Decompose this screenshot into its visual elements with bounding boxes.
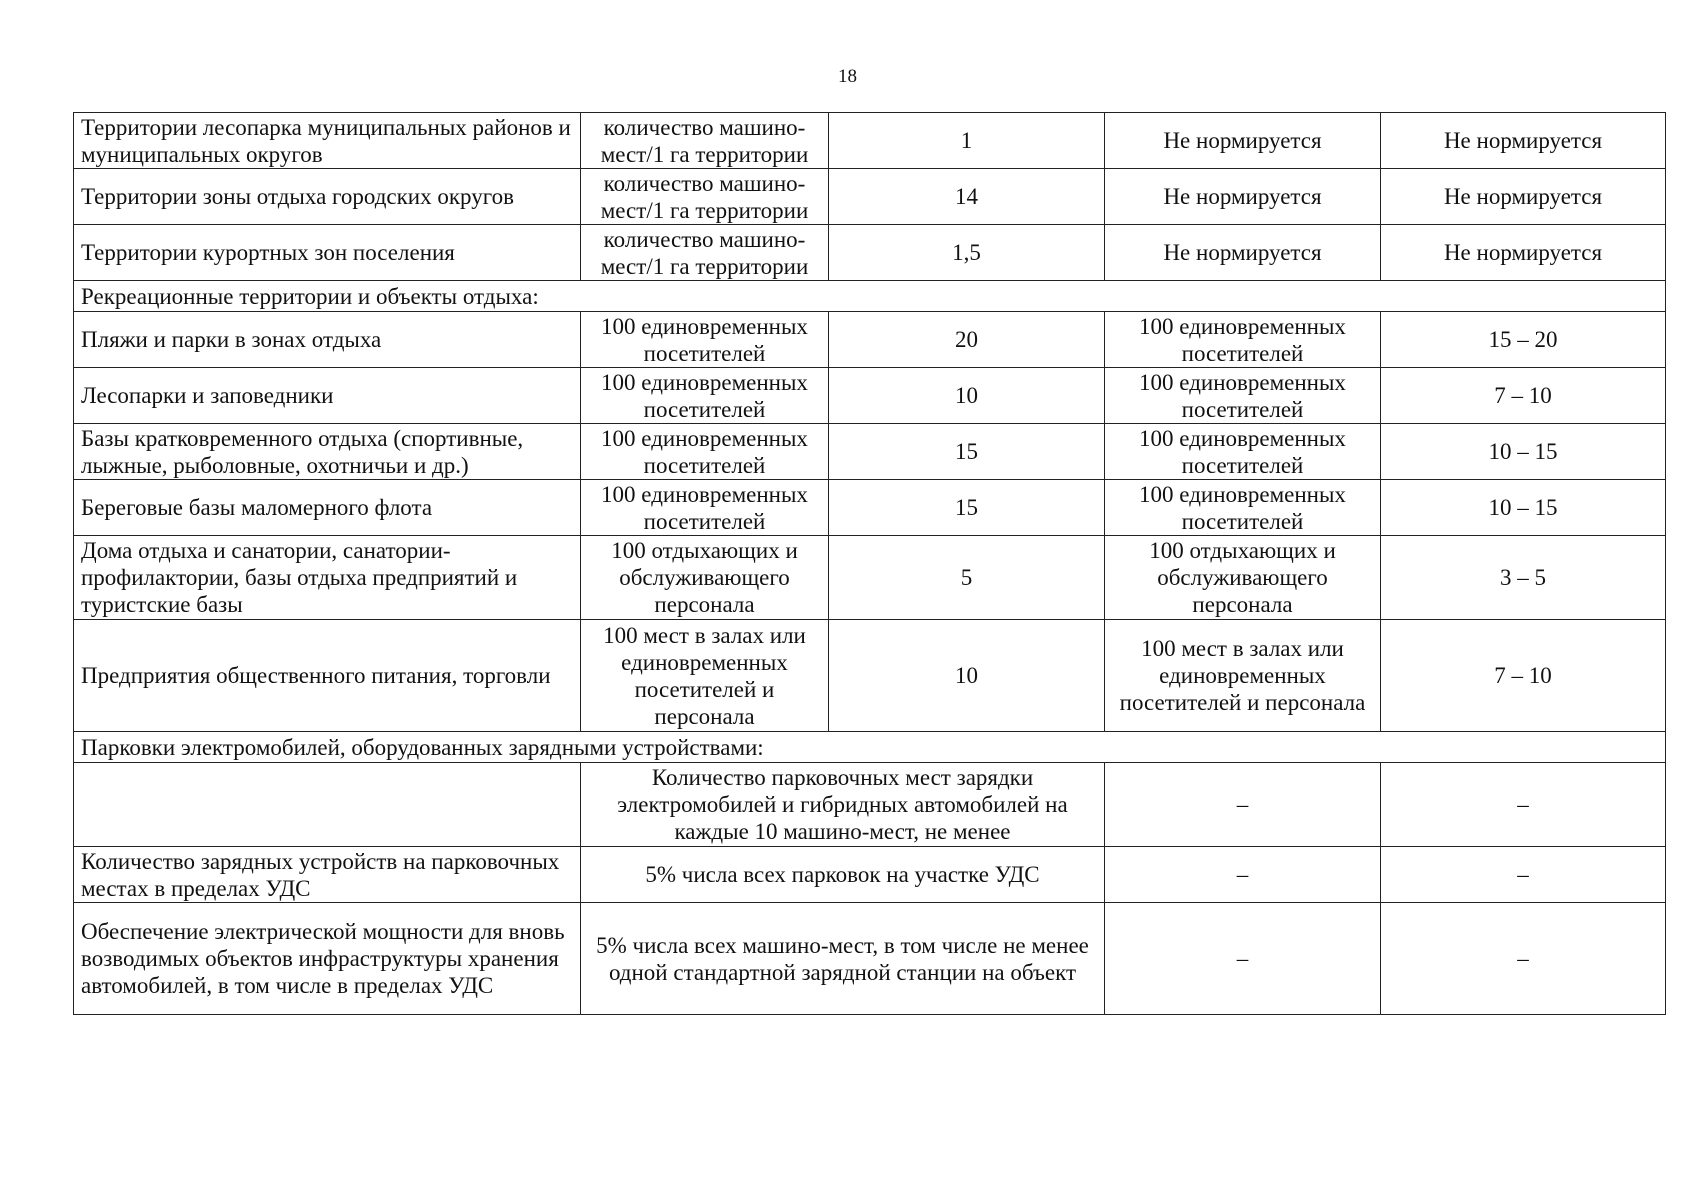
alternative-value-cell: 10 – 15: [1381, 480, 1666, 536]
territory-name-cell: Дома отдыха и санатории, санатории-профилактории, базы отдыха предприятий и туристские базы: [74, 536, 581, 620]
table-row: [74, 903, 1666, 1015]
alternative-unit-cell: 100 единовременных посетителей: [1105, 312, 1381, 368]
alternative-value-cell: 7 – 10: [1381, 368, 1666, 424]
calculation-unit-cell: 100 единовременных посетителей: [581, 368, 829, 424]
requirement-cell: 5% числа всех машино-мест, в том числе не менее одной стандартной зарядной станции на объект: [581, 903, 1105, 1015]
alternative-value-cell: –: [1381, 847, 1666, 903]
section-row: [74, 732, 1666, 763]
territory-name-cell: Пляжи и парки в зонах отдыха: [74, 312, 581, 368]
territory-name-cell: Территории зоны отдыха городских округов: [74, 169, 581, 225]
requirement-cell: 5% числа всех парковок на участке УДС: [581, 847, 1105, 903]
table-row: [74, 312, 1666, 368]
page-number: 18: [838, 66, 857, 87]
alternative-value-cell: –: [1381, 903, 1666, 1015]
alternative-value-cell: Не нормируется: [1381, 113, 1666, 169]
calculation-unit-cell: 100 единовременных посетителей: [581, 312, 829, 368]
alternative-unit-cell: Не нормируется: [1105, 113, 1381, 169]
territory-name-cell: Предприятия общественного питания, торговли: [74, 620, 581, 732]
calculation-unit-cell: количество машино-мест/1 га территории: [581, 113, 829, 169]
calculation-unit-cell: 100 единовременных посетителей: [581, 424, 829, 480]
section-heading: Парковки электромобилей, оборудованных зарядными устройствами:: [74, 732, 1666, 763]
table-row: [74, 536, 1666, 620]
alternative-unit-cell: –: [1105, 763, 1381, 847]
table-row: [74, 169, 1666, 225]
norm-value-cell: 20: [829, 312, 1105, 368]
norm-value-cell: 14: [829, 169, 1105, 225]
table-row: [74, 225, 1666, 281]
territory-name-cell: [74, 763, 581, 847]
alternative-unit-cell: 100 единовременных посетителей: [1105, 480, 1381, 536]
table-row: [74, 763, 1666, 847]
calculation-unit-cell: количество машино-мест/1 га территории: [581, 225, 829, 281]
norm-value-cell: 10: [829, 368, 1105, 424]
alternative-unit-cell: 100 единовременных посетителей: [1105, 368, 1381, 424]
table-row: [74, 620, 1666, 732]
alternative-value-cell: –: [1381, 763, 1666, 847]
table-row: [74, 368, 1666, 424]
norm-value-cell: 5: [829, 536, 1105, 620]
territory-name-cell: Лесопарки и заповедники: [74, 368, 581, 424]
alternative-value-cell: Не нормируется: [1381, 169, 1666, 225]
norm-value-cell: 10: [829, 620, 1105, 732]
territory-name-cell: Количество зарядных устройств на парковочных местах в пределах УДС: [74, 847, 581, 903]
calculation-unit-cell: 100 отдыхающих и обслуживающего персонала: [581, 536, 829, 620]
norm-value-cell: 15: [829, 480, 1105, 536]
table-row: [74, 424, 1666, 480]
requirement-cell: Количество парковочных мест зарядки электромобилей и гибридных автомобилей на каждые 10 машино-мест, не менее: [581, 763, 1105, 847]
alternative-unit-cell: –: [1105, 847, 1381, 903]
alternative-unit-cell: –: [1105, 903, 1381, 1015]
calculation-unit-cell: 100 мест в залах или единовременных посетителей и персонала: [581, 620, 829, 732]
table-row: [74, 847, 1666, 903]
alternative-value-cell: 7 – 10: [1381, 620, 1666, 732]
territory-name-cell: Базы кратковременного отдыха (спортивные, лыжные, рыболовные, охотничьи и др.): [74, 424, 581, 480]
territory-name-cell: Береговые базы маломерного флота: [74, 480, 581, 536]
alternative-unit-cell: 100 единовременных посетителей: [1105, 424, 1381, 480]
parking-norms-table: [73, 112, 1666, 1015]
alternative-unit-cell: 100 отдыхающих и обслуживающего персонала: [1105, 536, 1381, 620]
norm-value-cell: 1,5: [829, 225, 1105, 281]
alternative-value-cell: 10 – 15: [1381, 424, 1666, 480]
alternative-value-cell: Не нормируется: [1381, 225, 1666, 281]
alternative-value-cell: 3 – 5: [1381, 536, 1666, 620]
norm-value-cell: 15: [829, 424, 1105, 480]
alternative-unit-cell: Не нормируется: [1105, 225, 1381, 281]
alternative-unit-cell: Не нормируется: [1105, 169, 1381, 225]
territory-name-cell: Обеспечение электрической мощности для вновь возводимых объектов инфраструктуры хранения автомобилей, в том числе в пределах УДС: [74, 903, 581, 1015]
territory-name-cell: Территории лесопарка муниципальных районов и муниципальных округов: [74, 113, 581, 169]
table-row: [74, 480, 1666, 536]
norm-value-cell: 1: [829, 113, 1105, 169]
section-row: [74, 281, 1666, 312]
calculation-unit-cell: количество машино-мест/1 га территории: [581, 169, 829, 225]
alternative-unit-cell: 100 мест в залах или единовременных посетителей и персонала: [1105, 620, 1381, 732]
table-row: [74, 113, 1666, 169]
alternative-value-cell: 15 – 20: [1381, 312, 1666, 368]
section-heading: Рекреационные территории и объекты отдыха:: [74, 281, 1666, 312]
calculation-unit-cell: 100 единовременных посетителей: [581, 480, 829, 536]
territory-name-cell: Территории курортных зон поселения: [74, 225, 581, 281]
